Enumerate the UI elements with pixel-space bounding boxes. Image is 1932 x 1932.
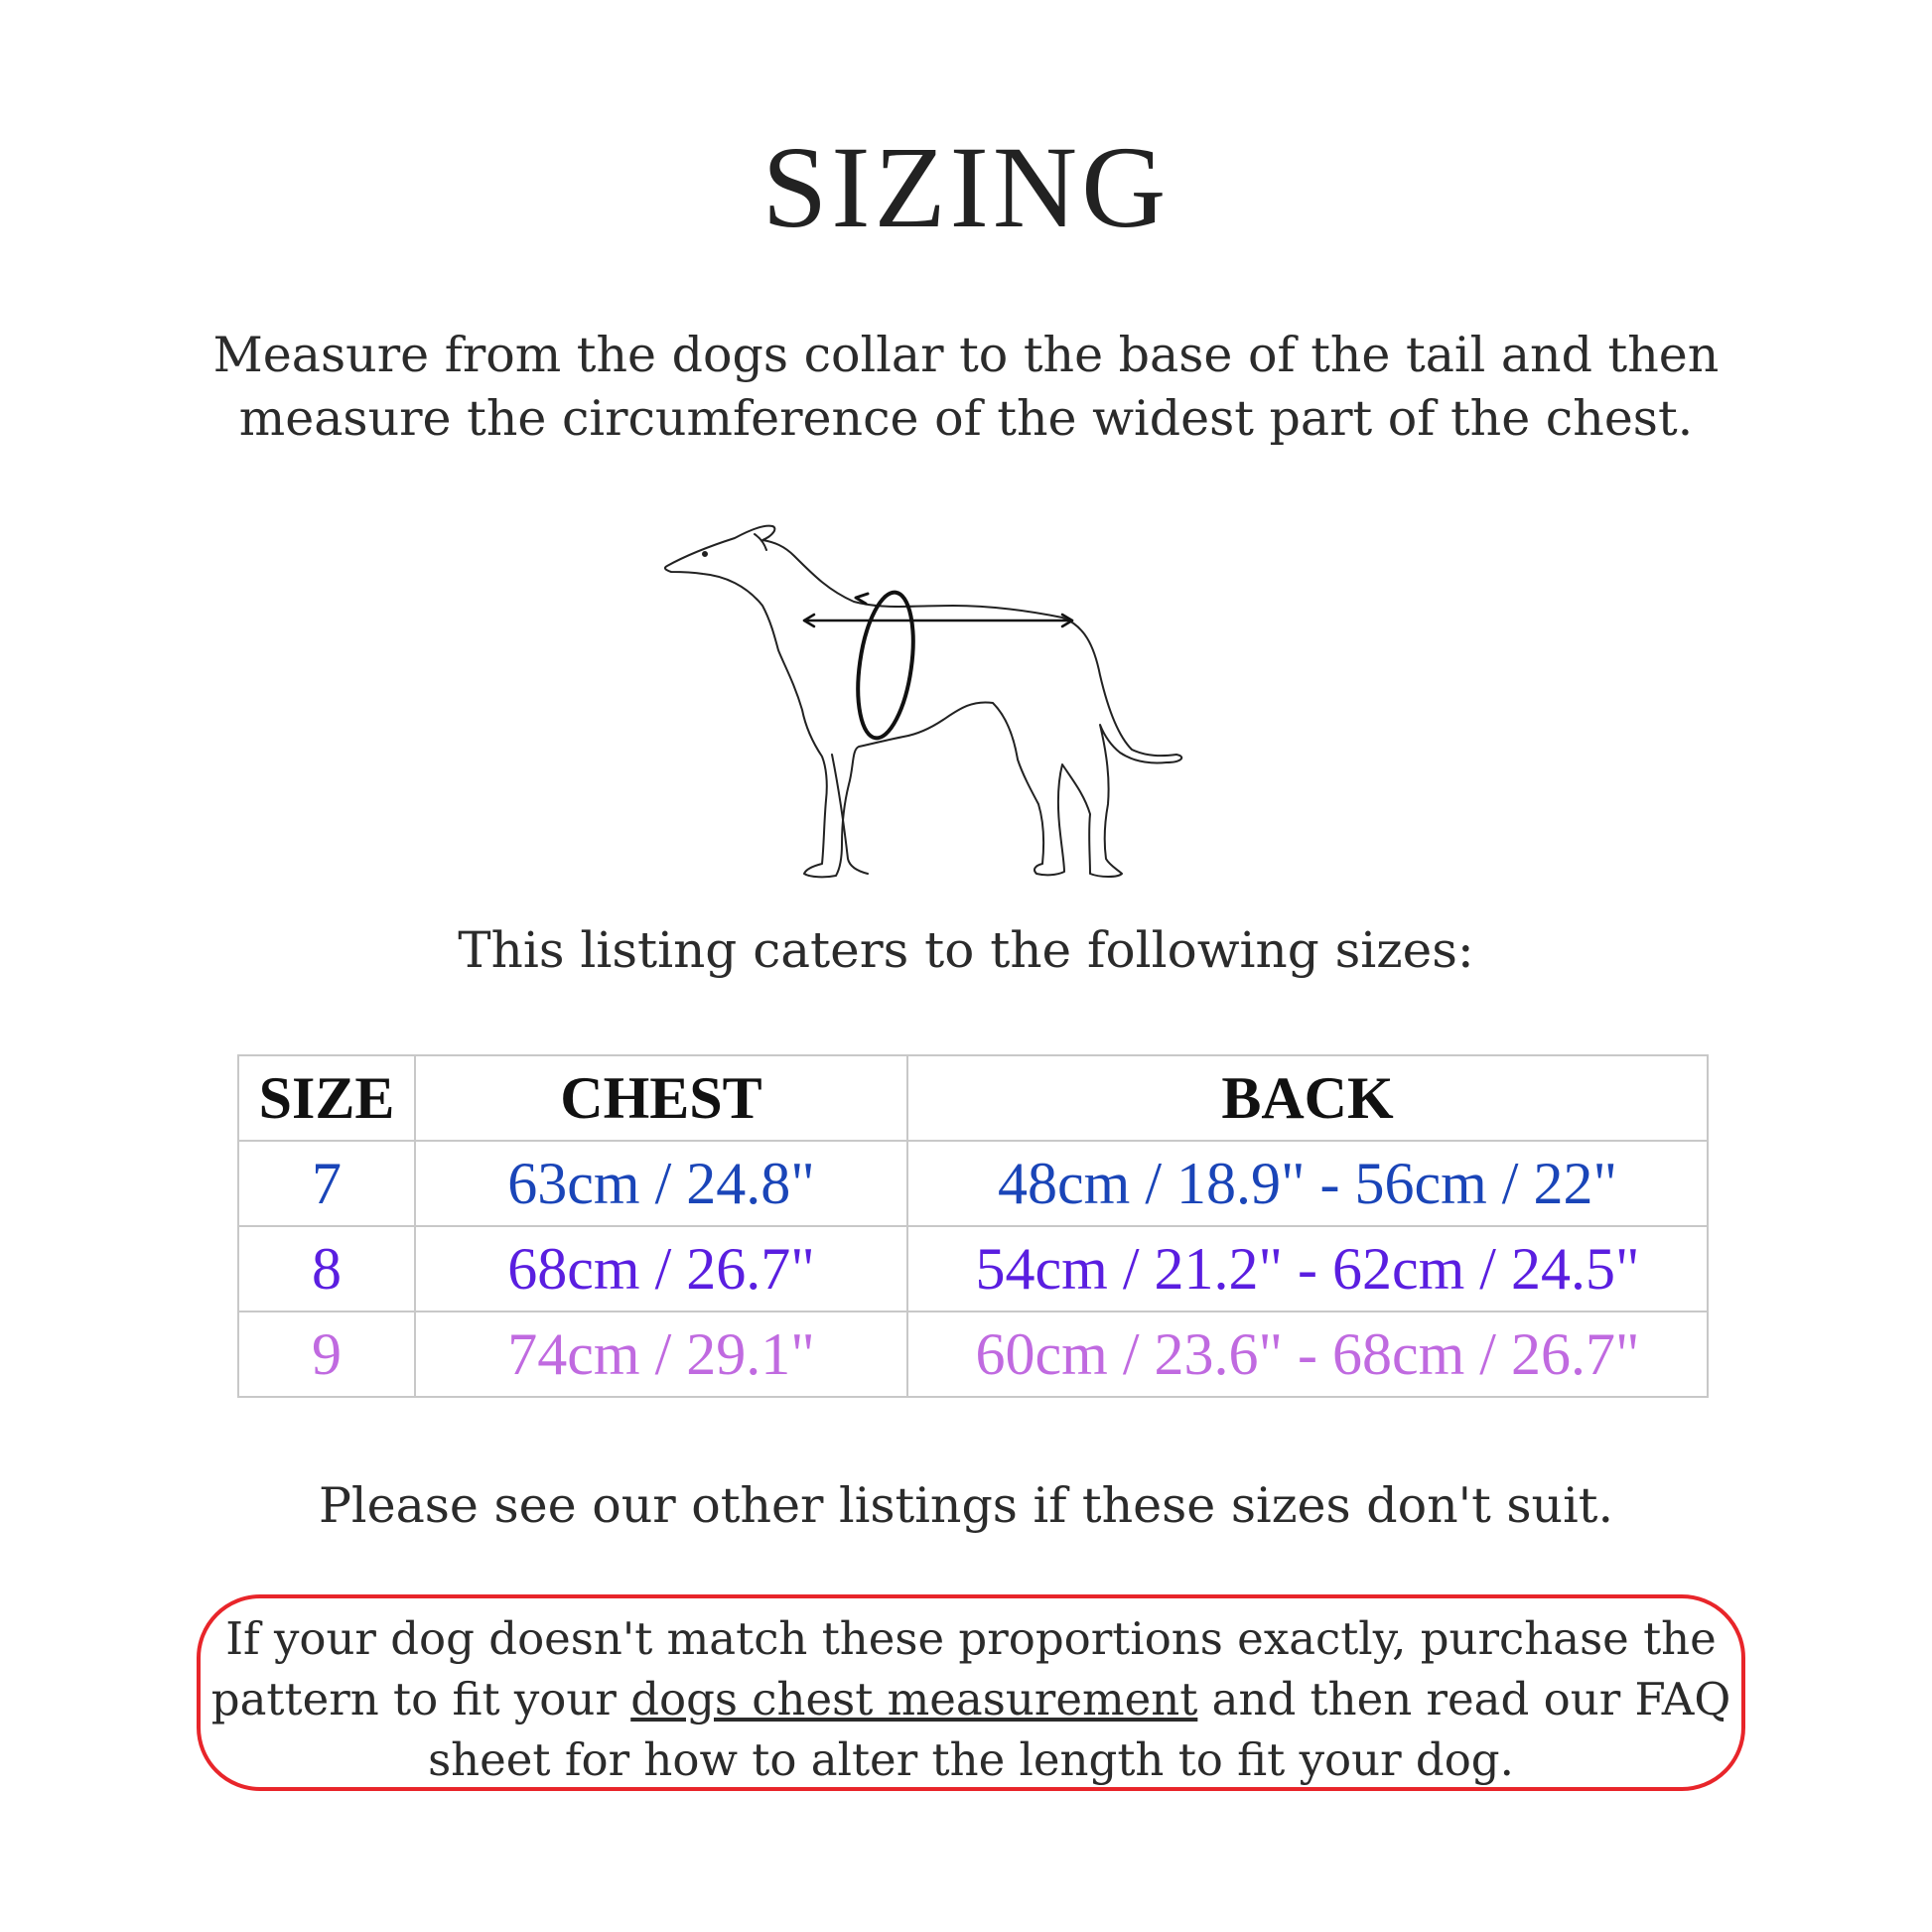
cell-chest: 63cm / 24.8" (415, 1141, 907, 1226)
intro-text (129, 324, 1803, 451)
table-header-row (238, 1055, 1708, 1141)
cell-size: 9 (238, 1311, 415, 1397)
other-listings-text: Please see our other listings if these sizes don't suit. (318, 1477, 1614, 1534)
proportions-note (197, 1594, 1745, 1791)
dogs-chest-measurement-link[interactable]: dogs chest measurement (630, 1673, 1198, 1725)
cell-size: 7 (238, 1141, 415, 1226)
note-line-3: sheet for how to alter the length to fit your dog. (428, 1733, 1514, 1786)
caters-text: This listing caters to the following sizes: (458, 921, 1474, 979)
header-size: SIZE (238, 1055, 415, 1141)
note-line-2 (201, 1669, 1741, 1729)
cell-chest: 68cm / 26.7" (415, 1226, 907, 1311)
header-back: BACK (907, 1055, 1708, 1141)
dog-front-leg-inner (832, 755, 868, 874)
cell-back: 54cm / 21.2" - 62cm / 24.5" (907, 1226, 1708, 1311)
intro-line-1: Measure from the dogs collar to the base of the tail and then (212, 327, 1720, 383)
dog-outline (665, 526, 1181, 878)
note-line-1: If your dog doesn't match these proportions exactly, purchase the (225, 1612, 1717, 1665)
table-row (238, 1141, 1708, 1226)
table-row (238, 1226, 1708, 1311)
table-row (238, 1311, 1708, 1397)
page-title: SIZING (761, 122, 1171, 252)
header-chest: CHEST (415, 1055, 907, 1141)
intro-line-2: measure the circumference of the widest part of the chest. (238, 390, 1694, 447)
note-line-2-post: and then read our FAQ (1197, 1673, 1731, 1725)
size-table (237, 1054, 1709, 1398)
chest-circumference-ring (850, 589, 921, 742)
cell-chest: 74cm / 29.1" (415, 1311, 907, 1397)
dog-eye (703, 552, 707, 556)
greyhound-measurement-illustration (655, 506, 1211, 894)
cell-size: 8 (238, 1226, 415, 1311)
cell-back: 48cm / 18.9" - 56cm / 22" (907, 1141, 1708, 1226)
cell-back: 60cm / 23.6" - 68cm / 26.7" (907, 1311, 1708, 1397)
note-line-2-pre: pattern to fit your (210, 1673, 631, 1725)
dog-ear (755, 534, 766, 550)
